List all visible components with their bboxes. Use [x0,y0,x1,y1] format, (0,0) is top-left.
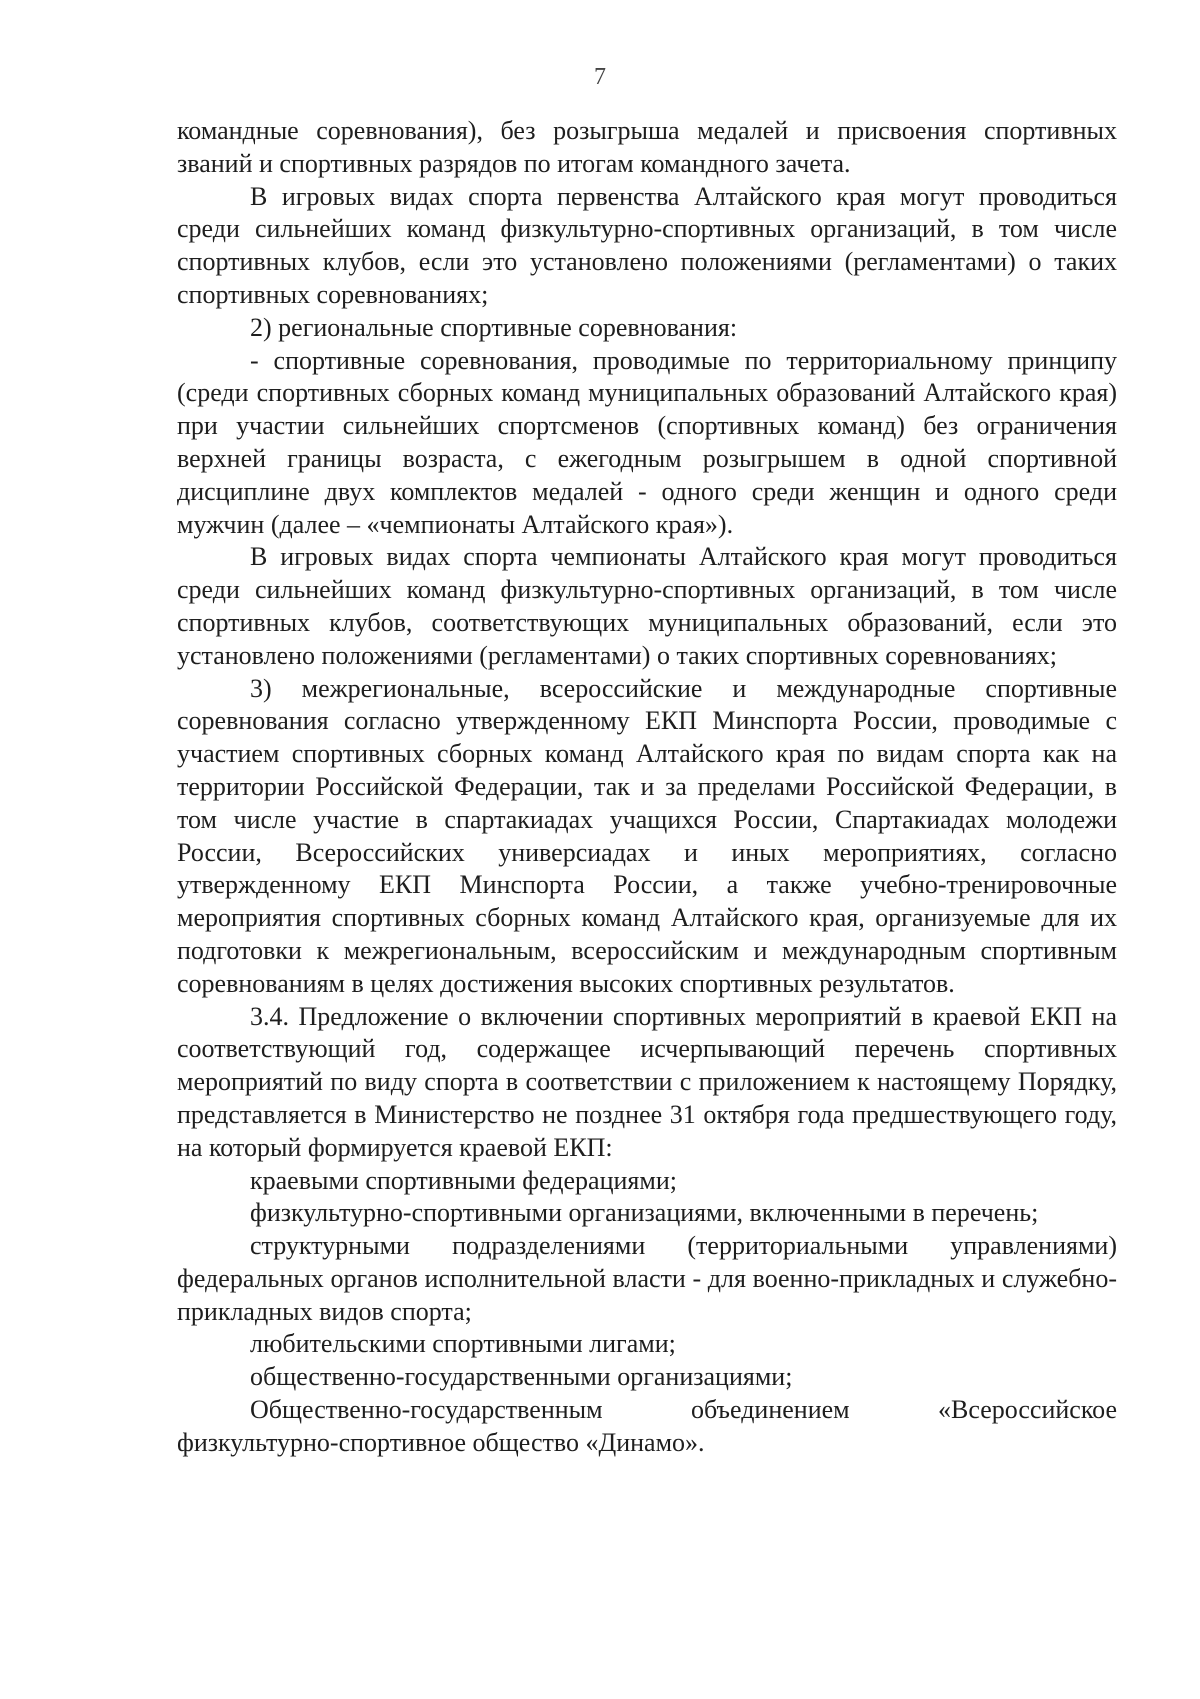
list-item: физкультурно-спортивными организациями, включенными в перечень; [250,1198,1039,1228]
list-item: Общественно-государственным объединением «Всероссийское физкультурно-спортивное общество «Динамо». [177,1395,1117,1457]
document-body [177,115,1117,1460]
paragraph: 3.4. Предложение о включении спортивных мероприятий в краевой ЕКП на соответствующий год, содержащее исчерпывающий перечень спортивных мероприятий по виду спорта в соответствии с приложением к настоящему Порядку, представляется в Министерство не позднее 31 октября года предшествующего году, на который формируется краевой ЕКП: [177,1001,1117,1162]
paragraph: командные соревнования), без розыгрыша медалей и присвоения спортивных званий и спортивных разрядов по итогам командного зачета. [177,116,1117,178]
list-item: краевыми спортивными федерациями; [250,1165,677,1195]
page-number: 7 [594,64,606,90]
paragraph: - спортивные соревнования, проводимые по территориальному принципу (среди спортивных сборных команд муниципальных образований Алтайского края) при участии сильнейших спортсменов (спортивных команд) без ограничения верхней границы возраста, с ежегодным розыгрышем в одной спортивной дисциплине двух комплектов медалей - одного среди женщин и одного среди мужчин (далее – «чемпионаты Алтайского края»). [177,345,1117,539]
list-item: структурными подразделениями (территориальными управлениями) федеральных органов исполнительной власти - для военно-прикладных и служебно-прикладных видов спорта; [177,1231,1117,1326]
paragraph: В игровых видах спорта первенства Алтайского края могут проводиться среди сильнейших команд физкультурно-спортивных организаций, в том числе спортивных клубов, если это установлено положениями (регламентами) о таких спортивных соревнованиях; [177,181,1117,309]
list-item: любительскими спортивными лигами; [250,1329,676,1359]
list-item: общественно-государственными организациями; [250,1362,793,1392]
list-item: 3) межрегиональные, всероссийские и международные спортивные соревнования согласно утвержденному ЕКП Минспорта России, проводимые с участием спортивных сборных команд Алтайского края по видам спорта как на территории Российской Федерации, так и за пределами Российской Федерации, в том числе участие в спартакиадах учащихся России, Спартакиадах молодежи России, Всероссийских универсиадах и иных мероприятиях, согласно утвержденному ЕКП Минспорта России, а также учебно-тренировочные мероприятия спортивных сборных команд Алтайского края, организуемые для их подготовки к межрегиональным, всероссийским и международным спортивным соревнованиям в целях достижения высоких спортивных результатов. [177,673,1117,998]
paragraph: В игровых видах спорта чемпионаты Алтайского края могут проводиться среди сильнейших команд физкультурно-спортивных организаций, в том числе спортивных клубов, соответствующих муниципальных образований, если это установлено положениями (регламентами) о таких спортивных соревнованиях; [177,542,1117,670]
list-item: 2) региональные спортивные соревнования: [250,312,738,342]
